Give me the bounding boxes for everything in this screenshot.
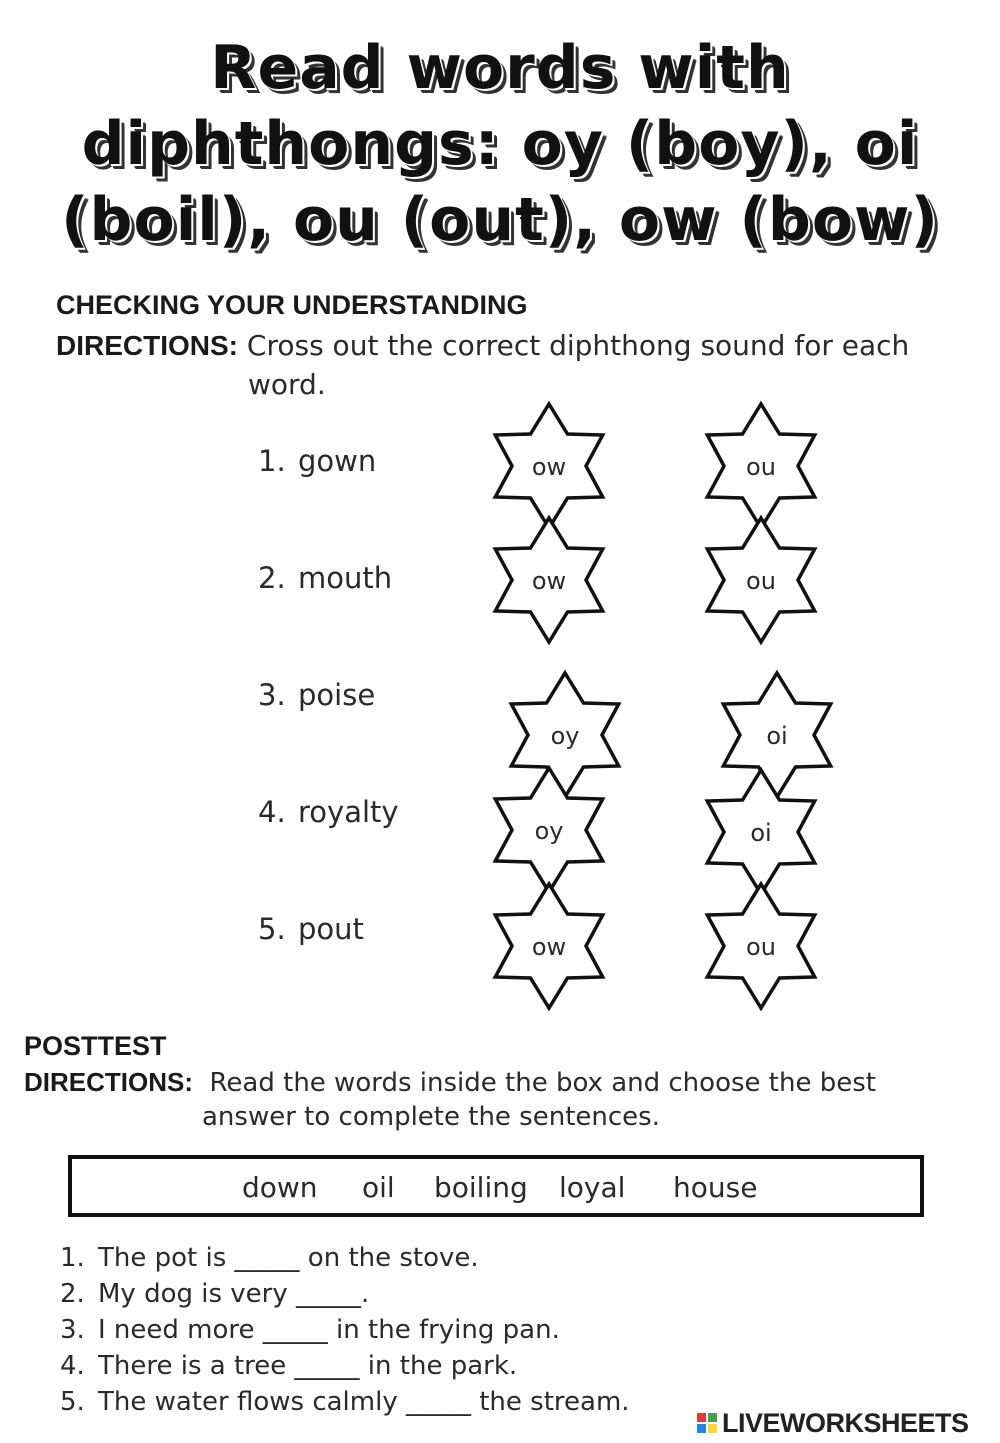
- star-option-3-oi[interactable]: [723, 673, 830, 797]
- star-option-3-oy[interactable]: [511, 673, 618, 797]
- star-option-label: ou: [746, 453, 776, 481]
- item-word-5: 5. pout: [258, 912, 364, 946]
- liveworksheets-brand: [696, 1406, 969, 1440]
- sentence-item[interactable]: 4. There is a tree _____ in the park.: [60, 1351, 518, 1381]
- star-option-label: oy: [550, 722, 580, 750]
- directions-posttest-line-2: answer to complete the sentences.: [202, 1102, 660, 1132]
- sentence-item[interactable]: 2. My dog is very _____.: [60, 1279, 370, 1309]
- item-word-4: 4. royalty: [258, 795, 399, 829]
- star-option-1-ow[interactable]: [495, 404, 602, 528]
- word-bank-item[interactable]: boiling: [434, 1171, 528, 1204]
- word-bank-box: [68, 1155, 924, 1217]
- star-option-2-ow[interactable]: [495, 518, 602, 642]
- directions-label-2: DIRECTIONS:: [24, 1067, 193, 1097]
- title-line-2: diphthongs: oy (boy), oi: [81, 109, 919, 179]
- star-option-label: ow: [531, 567, 567, 595]
- sentence-item[interactable]: 5. The water flows calmly _____ the stream.: [60, 1387, 630, 1417]
- star-option-label: ow: [531, 933, 567, 961]
- word-bank-item[interactable]: house: [673, 1171, 758, 1204]
- liveworksheets-logo-icon: [696, 1412, 718, 1434]
- star-option-4-oy[interactable]: [495, 768, 602, 892]
- sentence-item[interactable]: 1. The pot is _____ on the stove.: [60, 1243, 479, 1273]
- star-option-5-ow[interactable]: [495, 884, 602, 1008]
- star-option-4-oi[interactable]: [707, 770, 814, 894]
- directions-label: DIRECTIONS:: [56, 330, 238, 361]
- star-option-1-ou[interactable]: [707, 404, 814, 528]
- section-heading-posttest: POSTTEST: [24, 1031, 167, 1061]
- word-bank-item[interactable]: down: [242, 1171, 318, 1204]
- sentence-item[interactable]: 3. I need more _____ in the frying pan.: [60, 1315, 560, 1345]
- star-option-5-ou[interactable]: [707, 884, 814, 1008]
- star-option-label: oy: [534, 817, 564, 845]
- star-option-label: ou: [746, 567, 776, 595]
- star-option-label: oi: [750, 819, 772, 847]
- star-option-label: ow: [531, 453, 567, 481]
- directions-text-2: Read the words inside the box and choose the best: [209, 1068, 876, 1098]
- star-option-2-ou[interactable]: [707, 518, 814, 642]
- section-heading-checking: CHECKING YOUR UNDERSTANDING: [56, 290, 528, 320]
- sentence-list: [60, 1240, 630, 1420]
- directions-text: Cross out the correct diphthong sound for each: [246, 329, 910, 362]
- star-option-label: ou: [746, 933, 776, 961]
- title-line-1: Read words with: [210, 33, 790, 103]
- item-word-1: 1. gown: [258, 444, 377, 478]
- word-bank-item[interactable]: oil: [362, 1171, 395, 1204]
- word-bank-item[interactable]: loyal: [559, 1171, 626, 1204]
- directions-checking-line-2: word.: [248, 368, 326, 401]
- brand-name: LIVEWORKSHEETS: [722, 1407, 969, 1438]
- star-option-label: oi: [766, 722, 788, 750]
- item-word-2: 2. mouth: [258, 561, 393, 595]
- item-word-3: 3. poise: [258, 678, 376, 712]
- title-line-3: (boil), ou (out), ow (bow): [61, 185, 939, 255]
